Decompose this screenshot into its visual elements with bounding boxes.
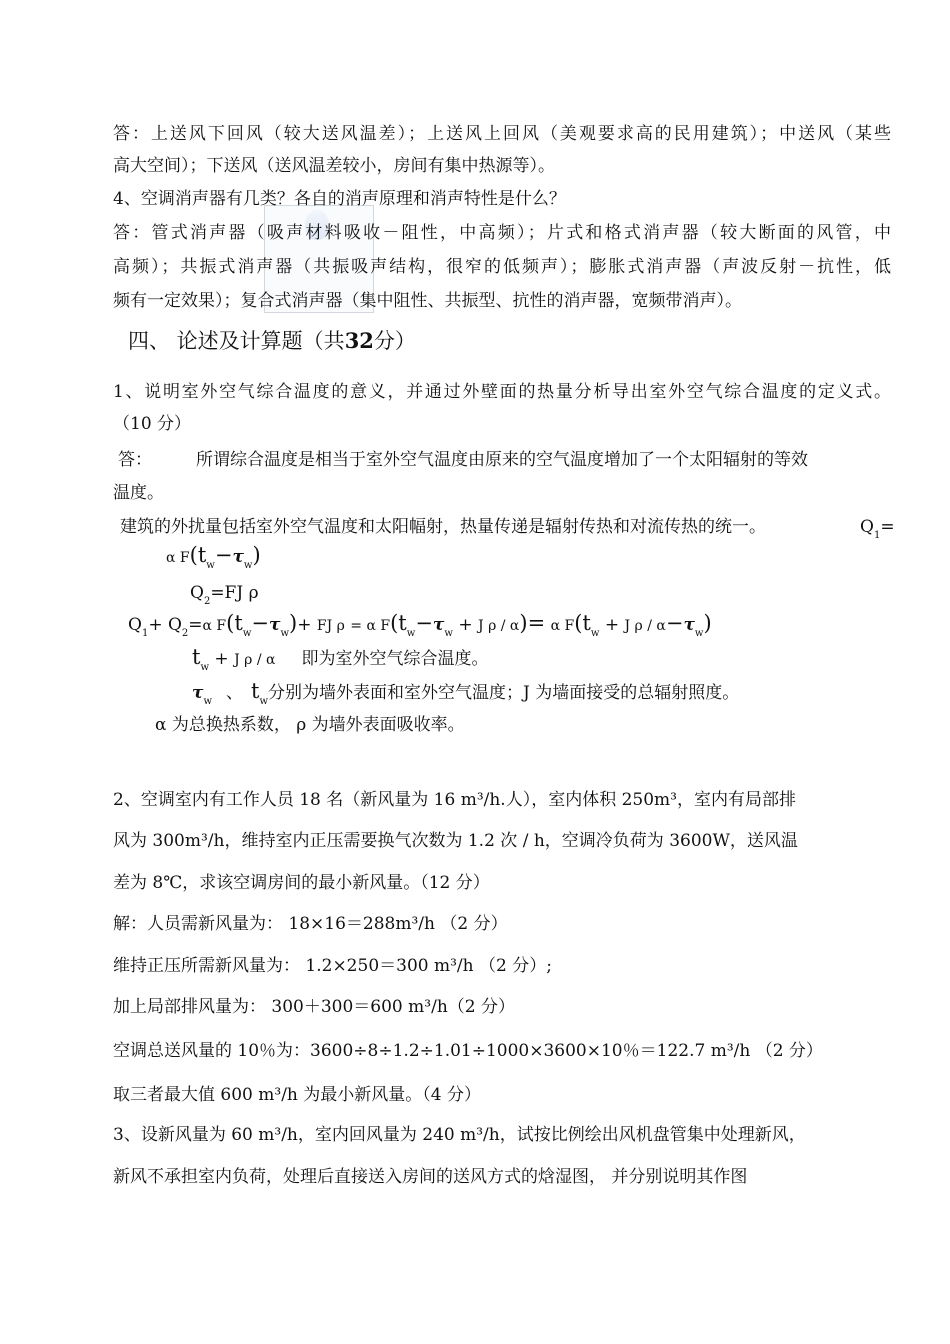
answer-line-1: 答：上送风下回风（较大送风温差）；上送风上回风（美观要求高的民用建筑）；中送风（某些	[113, 124, 891, 144]
question-4: 4、空调消声器有几类？各自的消声原理和消声特性是什么？	[113, 189, 566, 209]
solution-step-3: 加上局部排风量为： 300＋300＝600 m³/h（2 分）	[113, 997, 515, 1017]
question-1-line-2: （10 分）	[113, 414, 192, 434]
section-heading: 四、 论述及计算题（共32分）	[128, 328, 416, 353]
question-3-line-2: 新风不承担室内负荷，处理后直接送入房间的送风方式的焓湿图， 并分别说明其作图	[113, 1167, 748, 1187]
formula-definition: $t_w + J$ ρ / α 即为室外空气综合温度。	[192, 645, 489, 673]
formula-alpha-desc: α 为总换热系数， ρ 为墙外表面吸收率。	[155, 715, 465, 735]
question-3-line-1: 3、设新风量为 60 m³/h，室内回风量为 240 m³/h，试按比例绘出风机盘管集中处理新风，	[113, 1125, 806, 1145]
solution-step-5: 取三者最大值 600 m³/h 为最小新风量。（4 分）	[113, 1085, 481, 1105]
formula-q1-rhs: α $F(t_w-\tau_w)$	[166, 543, 261, 571]
solution-step-2: 维持正压所需新风量为： 1.2×250＝300 m³/h （2 分）;	[113, 956, 552, 976]
question-1-line-1: 1、说明室外空气综合温度的意义，并通过外壁面的热量分析导出室外空气综合温度的定义式。	[113, 382, 891, 402]
answer-4-line-2: 高频）；共振式消声器（共振吸声结构，很窄的低频声）；膨胀式消声器（声波反射－抗性，低	[113, 257, 891, 277]
formula-q1-label: $Q_1=$	[860, 517, 895, 541]
solution-step-4: 空调总送风量的 10％为：3600÷8÷1.2÷1.01÷1000×3600×10％＝122.7 m³/h （2 分）	[113, 1041, 823, 1061]
question-2-line-3: 差为 8℃，求该空调房间的最小新风量。（12 分）	[113, 873, 490, 893]
answer-4-line-3: 频有一定效果）；复合式消声器（集中阻性、共振型、抗性的消声器，宽频带消声）。	[113, 291, 742, 311]
formula-q2: $Q_2=FJ$ ρ	[190, 583, 259, 607]
answer-1-line-3: 建筑的外扰量包括室外空气温度和太阳幅射，热量传递是辐射传热和对流传热的统一。	[120, 517, 766, 537]
formula-sum: $Q_1+ Q_2=\alpha$ $F(t_w-\tau_w)+$ FJ ρ = α $F(t_w-\tau_w + J$ ρ / α)= α $F(t_w + J$ $\rho / \alpha-\tau_w$)	[128, 611, 712, 639]
answer-1-line-2: 温度。	[113, 483, 164, 503]
solution-step-1: 解：人员需新风量为： 18×16＝288m³/h （2 分）	[113, 914, 508, 934]
answer-4-line-1: 答：管式消声器（吸声材料吸收－阻性，中高频）；片式和格式消声器（较大断面的风管，中	[113, 223, 891, 243]
question-2-line-1: 2、空调室内有工作人员 18 名（新风量为 16 m³/h.人），室内体积 250m³，室内有局部排	[113, 790, 796, 810]
answer-1-label: 答：	[118, 450, 152, 470]
question-2-line-2: 风为 300m³/h，维持室内正压需要换气次数为 1.2 次 / h，空调冷负荷为 3600W，送风温	[113, 831, 798, 851]
answer-line-2: 高大空间）；下送风（送风温差较小，房间有集中热源等）。	[113, 156, 555, 176]
formula-tau-desc: $\tau_w$ 、 $t_w$分别为墙外表面和室外空气温度；J 为墙面接受的总辐射照度。	[192, 679, 740, 707]
answer-1-text: 所谓综合温度是相当于室外空气温度由原来的空气温度增加了一个太阳辐射的等效	[196, 450, 808, 470]
